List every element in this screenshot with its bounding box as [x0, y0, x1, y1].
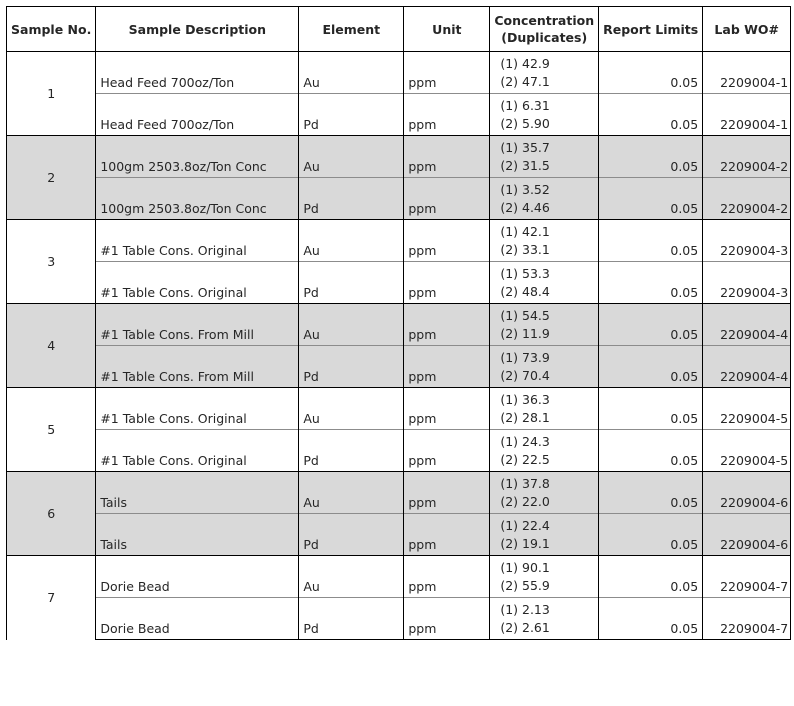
- duplicate-2-value: (2) 33.1: [500, 241, 550, 257]
- concentration-cell: [490, 556, 599, 598]
- sample-description-cell: Head Feed 700oz/Ton: [96, 52, 299, 94]
- header-report-limits: Report Limits: [599, 7, 703, 52]
- report-limit-cell: 0.05: [599, 52, 703, 94]
- unit-cell: ppm: [404, 304, 490, 346]
- element-cell: Au: [299, 220, 404, 262]
- header-concentration-sublabel: (Duplicates): [501, 30, 588, 45]
- duplicate-2-value: (2) 22.0: [500, 493, 550, 509]
- report-limit-cell: 0.05: [599, 262, 703, 304]
- duplicate-1-value: (1) 2.13: [500, 601, 550, 617]
- table-row: [7, 52, 791, 94]
- concentration-cell: [490, 178, 599, 220]
- sample-no-cell: 7: [7, 556, 96, 640]
- duplicate-1-value: (1) 22.4: [500, 517, 550, 533]
- concentration-cell: [490, 598, 599, 640]
- header-row: [7, 7, 791, 52]
- element-cell: Au: [299, 556, 404, 598]
- header-sample-no: Sample No.: [7, 7, 96, 52]
- lab-wo-cell: 2209004-1: [703, 52, 791, 94]
- unit-cell: ppm: [404, 388, 490, 430]
- unit-cell: ppm: [404, 52, 490, 94]
- sample-description-cell: #1 Table Cons. Original: [96, 388, 299, 430]
- duplicate-1-value: (1) 42.1: [500, 223, 550, 239]
- duplicate-1-value: (1) 73.9: [500, 349, 550, 365]
- element-cell: Pd: [299, 346, 404, 388]
- sample-no-cell: 5: [7, 388, 96, 472]
- report-limit-cell: 0.05: [599, 94, 703, 136]
- report-limit-cell: 0.05: [599, 136, 703, 178]
- table-row: [7, 556, 791, 598]
- element-cell: Pd: [299, 94, 404, 136]
- element-cell: Pd: [299, 514, 404, 556]
- duplicate-2-value: (2) 4.46: [500, 199, 550, 215]
- report-limit-cell: 0.05: [599, 430, 703, 472]
- table-body: [7, 52, 791, 640]
- unit-cell: ppm: [404, 136, 490, 178]
- concentration-cell: [490, 514, 599, 556]
- concentration-cell: [490, 304, 599, 346]
- duplicate-2-value: (2) 22.5: [500, 451, 550, 467]
- element-cell: Pd: [299, 262, 404, 304]
- unit-cell: ppm: [404, 430, 490, 472]
- unit-cell: ppm: [404, 472, 490, 514]
- report-limit-cell: 0.05: [599, 178, 703, 220]
- sample-no-cell: 1: [7, 52, 96, 136]
- concentration-cell: [490, 472, 599, 514]
- sample-description-cell: Tails: [96, 472, 299, 514]
- concentration-cell: [490, 94, 599, 136]
- duplicate-1-value: (1) 42.9: [500, 55, 550, 71]
- table-row: [7, 346, 791, 388]
- header-concentration-label: Concentration: [494, 13, 595, 28]
- lab-wo-cell: 2209004-7: [703, 556, 791, 598]
- lab-wo-cell: 2209004-4: [703, 304, 791, 346]
- unit-cell: ppm: [404, 220, 490, 262]
- header-lab-wo: Lab WO#: [703, 7, 791, 52]
- table-row: [7, 94, 791, 136]
- table-row: [7, 220, 791, 262]
- concentration-cell: [490, 430, 599, 472]
- element-cell: Pd: [299, 430, 404, 472]
- element-cell: Au: [299, 136, 404, 178]
- table-row: [7, 430, 791, 472]
- header-element: Element: [299, 7, 404, 52]
- report-limit-cell: 0.05: [599, 388, 703, 430]
- sample-no-cell: 3: [7, 220, 96, 304]
- header-sample-description: Sample Description: [96, 7, 299, 52]
- report-limit-cell: 0.05: [599, 304, 703, 346]
- concentration-cell: [490, 220, 599, 262]
- element-cell: Au: [299, 304, 404, 346]
- report-limit-cell: 0.05: [599, 220, 703, 262]
- table-row: [7, 136, 791, 178]
- table-row: [7, 598, 791, 640]
- element-cell: Au: [299, 472, 404, 514]
- duplicate-2-value: (2) 55.9: [500, 577, 550, 593]
- table-row: [7, 514, 791, 556]
- sample-description-cell: #1 Table Cons. Original: [96, 262, 299, 304]
- lab-wo-cell: 2209004-5: [703, 388, 791, 430]
- assay-results-table: [6, 6, 791, 640]
- sample-description-cell: Dorie Bead: [96, 556, 299, 598]
- lab-wo-cell: 2209004-3: [703, 262, 791, 304]
- unit-cell: ppm: [404, 598, 490, 640]
- concentration-cell: [490, 262, 599, 304]
- element-cell: Au: [299, 388, 404, 430]
- report-limit-cell: 0.05: [599, 598, 703, 640]
- table-row: [7, 304, 791, 346]
- sample-no-cell: 2: [7, 136, 96, 220]
- element-cell: Au: [299, 52, 404, 94]
- table-row: [7, 472, 791, 514]
- concentration-cell: [490, 136, 599, 178]
- duplicate-2-value: (2) 5.90: [500, 115, 550, 131]
- lab-wo-cell: 2209004-5: [703, 430, 791, 472]
- unit-cell: ppm: [404, 556, 490, 598]
- lab-wo-cell: 2209004-6: [703, 472, 791, 514]
- lab-wo-cell: 2209004-4: [703, 346, 791, 388]
- sample-description-cell: #1 Table Cons. From Mill: [96, 304, 299, 346]
- sample-description-cell: #1 Table Cons. Original: [96, 220, 299, 262]
- lab-wo-cell: 2209004-1: [703, 94, 791, 136]
- lab-wo-cell: 2209004-2: [703, 136, 791, 178]
- sample-no-cell: 4: [7, 304, 96, 388]
- sample-description-cell: Dorie Bead: [96, 598, 299, 640]
- duplicate-2-value: (2) 2.61: [500, 619, 550, 635]
- header-concentration: [490, 7, 599, 52]
- lab-wo-cell: 2209004-7: [703, 598, 791, 640]
- duplicate-1-value: (1) 36.3: [500, 391, 550, 407]
- lab-wo-cell: 2209004-2: [703, 178, 791, 220]
- unit-cell: ppm: [404, 514, 490, 556]
- duplicate-2-value: (2) 31.5: [500, 157, 550, 173]
- table-row: [7, 178, 791, 220]
- element-cell: Pd: [299, 178, 404, 220]
- sample-description-cell: Head Feed 700oz/Ton: [96, 94, 299, 136]
- table-row: [7, 262, 791, 304]
- duplicate-1-value: (1) 53.3: [500, 265, 550, 281]
- duplicate-1-value: (1) 54.5: [500, 307, 550, 323]
- element-cell: Pd: [299, 598, 404, 640]
- duplicate-1-value: (1) 24.3: [500, 433, 550, 449]
- duplicate-2-value: (2) 48.4: [500, 283, 550, 299]
- sample-description-cell: #1 Table Cons. From Mill: [96, 346, 299, 388]
- unit-cell: ppm: [404, 94, 490, 136]
- sample-description-cell: #1 Table Cons. Original: [96, 430, 299, 472]
- duplicate-2-value: (2) 11.9: [500, 325, 550, 341]
- duplicate-2-value: (2) 28.1: [500, 409, 550, 425]
- table-row: [7, 388, 791, 430]
- report-limit-cell: 0.05: [599, 472, 703, 514]
- unit-cell: ppm: [404, 262, 490, 304]
- sample-description-cell: 100gm 2503.8oz/Ton Conc: [96, 178, 299, 220]
- lab-wo-cell: 2209004-3: [703, 220, 791, 262]
- concentration-cell: [490, 388, 599, 430]
- duplicate-2-value: (2) 47.1: [500, 73, 550, 89]
- report-limit-cell: 0.05: [599, 514, 703, 556]
- header-unit: Unit: [404, 7, 490, 52]
- concentration-cell: [490, 52, 599, 94]
- sample-description-cell: 100gm 2503.8oz/Ton Conc: [96, 136, 299, 178]
- concentration-cell: [490, 346, 599, 388]
- duplicate-2-value: (2) 70.4: [500, 367, 550, 383]
- lab-wo-cell: 2209004-6: [703, 514, 791, 556]
- duplicate-1-value: (1) 3.52: [500, 181, 550, 197]
- duplicate-1-value: (1) 6.31: [500, 97, 550, 113]
- duplicate-2-value: (2) 19.1: [500, 535, 550, 551]
- duplicate-1-value: (1) 35.7: [500, 139, 550, 155]
- report-limit-cell: 0.05: [599, 346, 703, 388]
- duplicate-1-value: (1) 90.1: [500, 559, 550, 575]
- unit-cell: ppm: [404, 178, 490, 220]
- unit-cell: ppm: [404, 346, 490, 388]
- duplicate-1-value: (1) 37.8: [500, 475, 550, 491]
- report-limit-cell: 0.05: [599, 556, 703, 598]
- sample-no-cell: 6: [7, 472, 96, 556]
- sample-description-cell: Tails: [96, 514, 299, 556]
